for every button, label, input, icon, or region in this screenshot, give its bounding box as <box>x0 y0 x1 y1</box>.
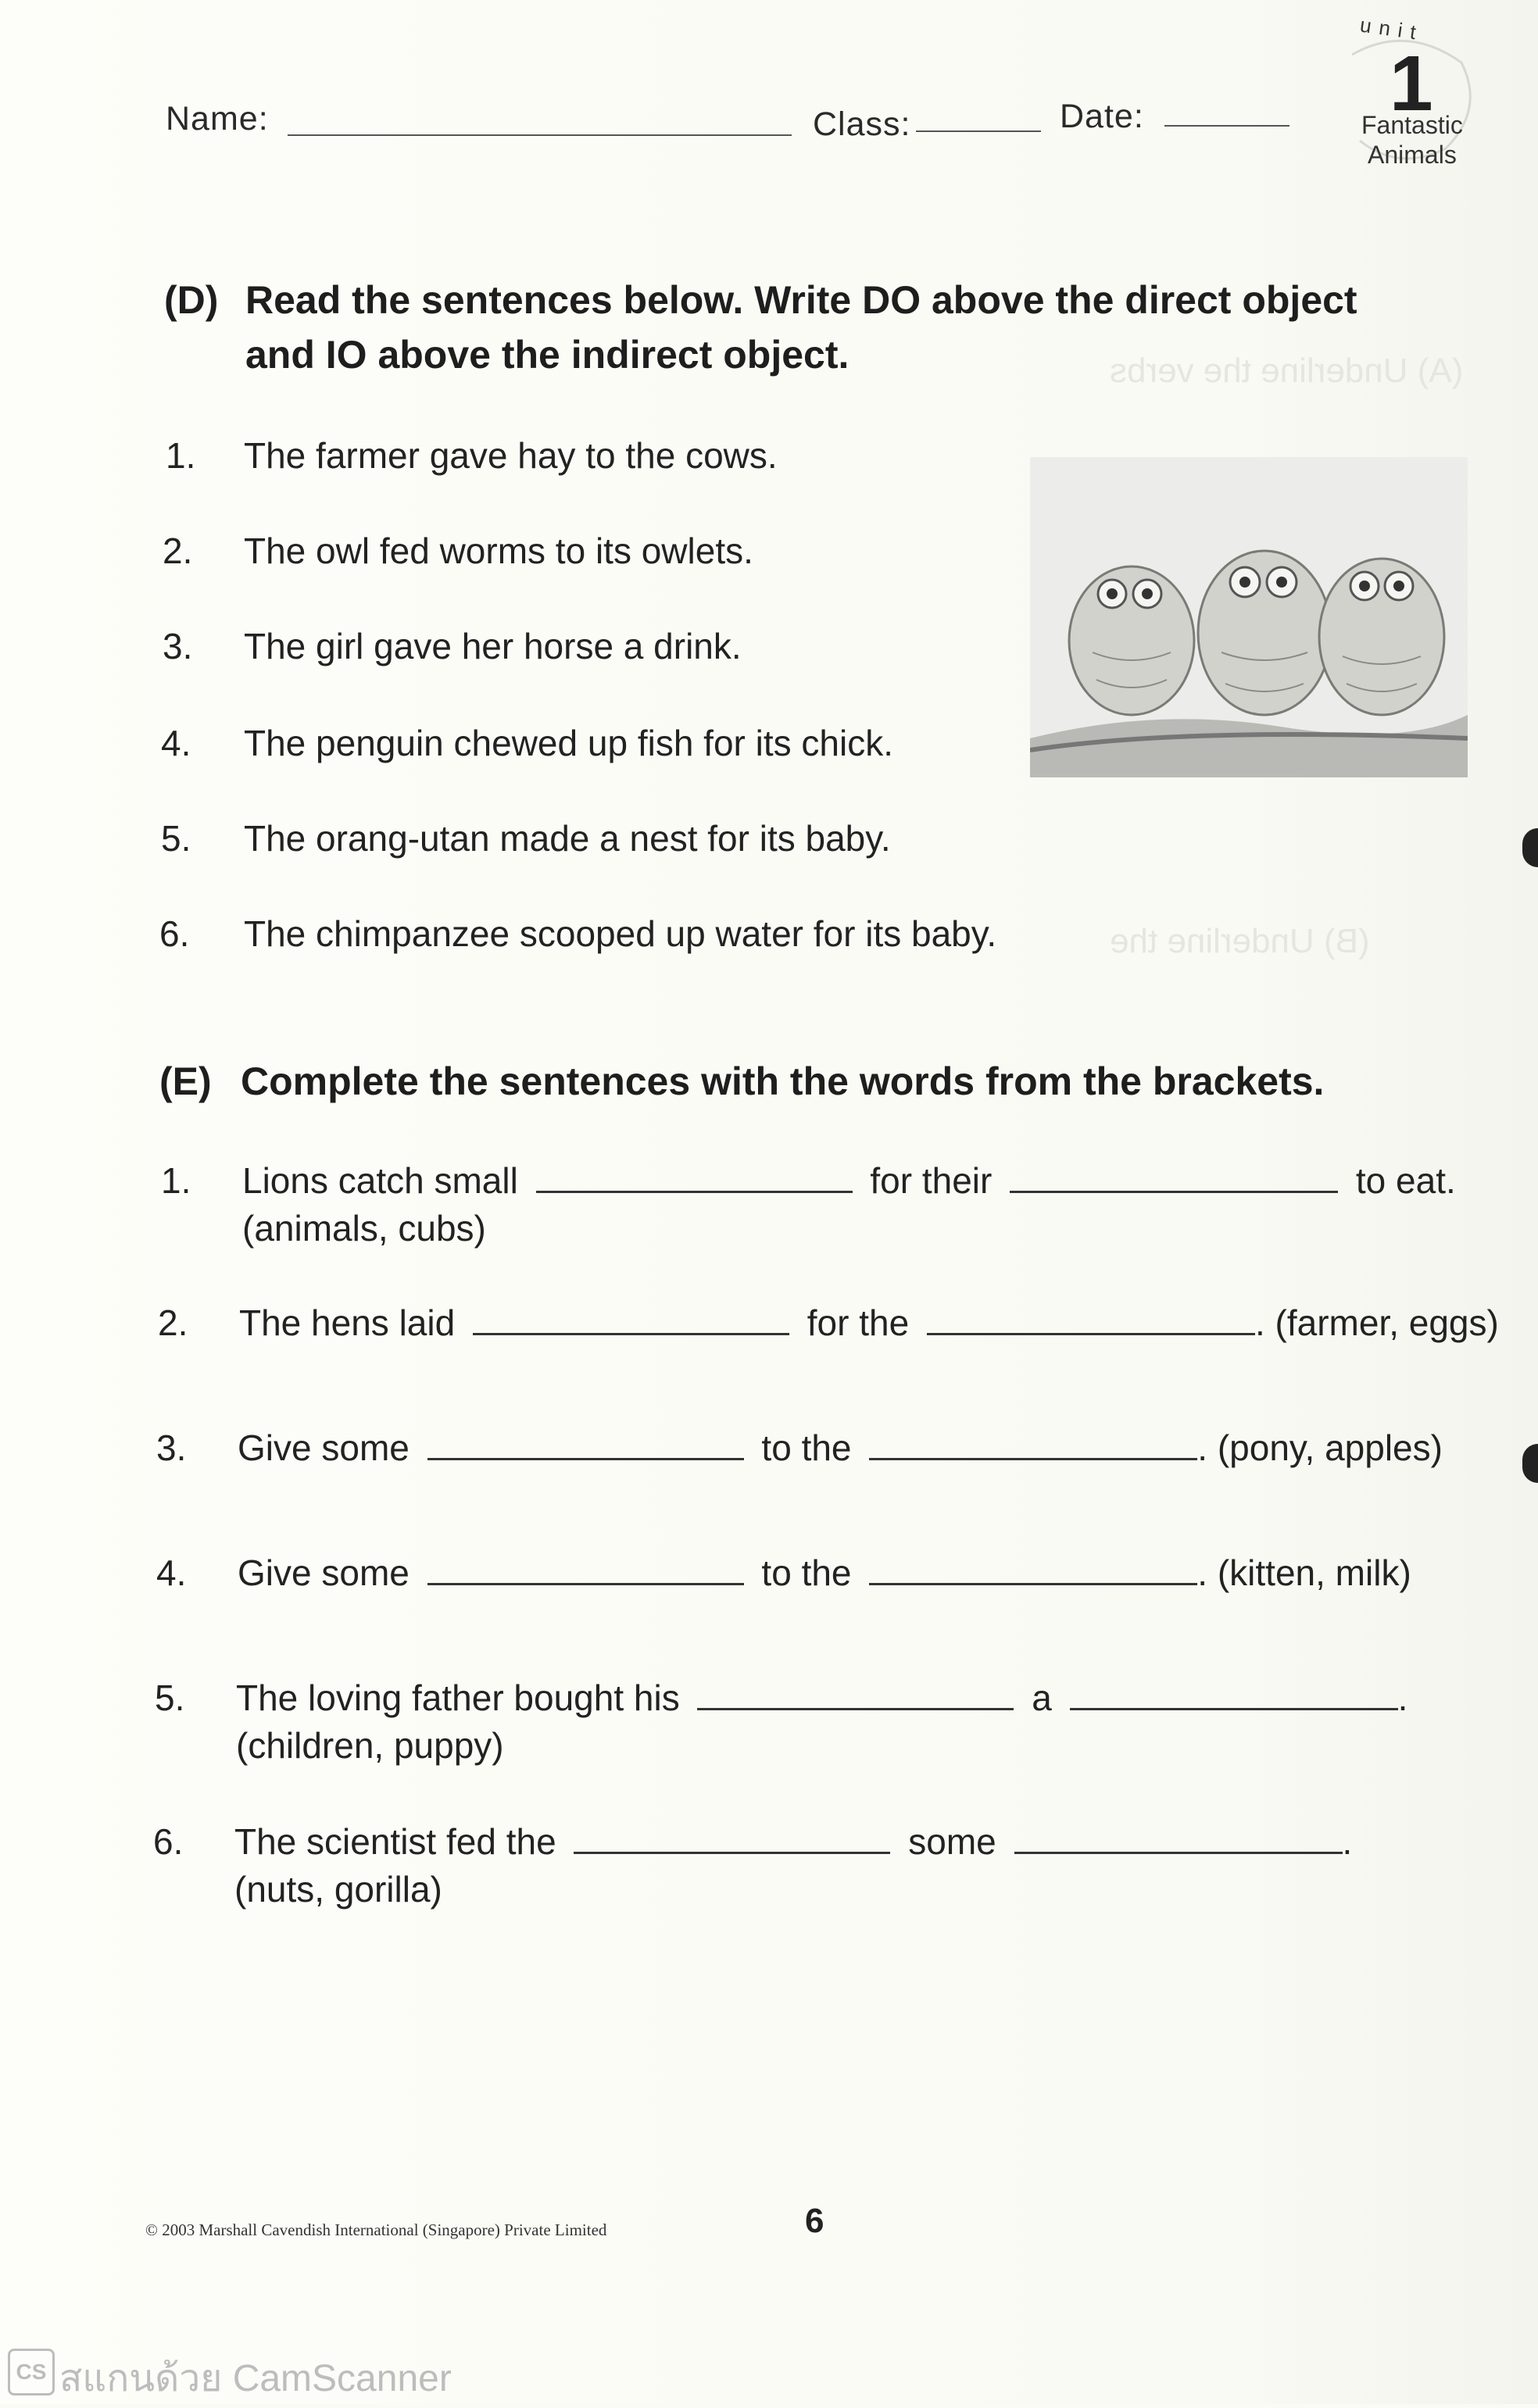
answer-blank[interactable] <box>869 1455 1197 1460</box>
e-text: to the <box>761 1427 852 1468</box>
answer-blank[interactable] <box>427 1455 744 1460</box>
answer-blank[interactable] <box>697 1705 1014 1710</box>
e-item-hint: (nuts, gorilla) <box>234 1869 442 1910</box>
answer-blank[interactable] <box>427 1580 744 1585</box>
answer-blank[interactable] <box>574 1849 890 1854</box>
e-item-4-sentence <box>238 1552 1411 1594</box>
bleed-through-text: (A) Underline the verbs <box>1110 352 1464 390</box>
d-item-text: The chimpanzee scooped up water for its baby. <box>244 913 997 954</box>
d-item-text: The penguin chewed up fish for its chick. <box>244 723 894 763</box>
binder-hole <box>1522 1444 1538 1483</box>
answer-blank[interactable] <box>473 1330 789 1335</box>
e-text: to eat. <box>1355 1160 1456 1201</box>
camscanner-watermark: สแกนด้วย CamScanner <box>59 2358 452 2399</box>
answer-blank[interactable] <box>1070 1705 1398 1710</box>
owlets-photo <box>1030 457 1468 777</box>
e-item-1-sentence <box>242 1159 1456 1202</box>
unit-title-line1: Fantastic <box>1361 111 1463 139</box>
answer-blank[interactable] <box>927 1330 1255 1335</box>
answer-blank[interactable] <box>1014 1849 1343 1854</box>
d-item-number: 5. <box>161 818 191 859</box>
e-item-hint: (children, puppy) <box>236 1725 504 1766</box>
unit-word: unit <box>1358 13 1425 45</box>
d-item-text: The orang-utan made a nest for its baby. <box>244 818 891 859</box>
owlets-illustration <box>1030 457 1468 777</box>
copyright-text: © 2003 Marshall Cavendish International (Singapore) Private Limited <box>145 2220 607 2239</box>
answer-blank[interactable] <box>1010 1188 1338 1193</box>
e-item-number: 1. <box>161 1160 191 1201</box>
section-e-label: (E) <box>159 1059 212 1103</box>
e-item-number: 5. <box>155 1677 185 1718</box>
e-item-number: 4. <box>156 1552 187 1593</box>
e-item-number: 2. <box>158 1302 188 1343</box>
unit-number: 1 <box>1390 40 1433 127</box>
section-e-instruction: Complete the sentences with the words from the brackets. <box>241 1059 1325 1103</box>
d-item-number: 2. <box>163 531 193 571</box>
d-item-number: 4. <box>161 723 191 763</box>
class-label: Class: <box>813 105 911 143</box>
d-item-text: The farmer gave hay to the cows. <box>244 435 778 476</box>
bleed-through-text: (B) Underline the <box>1110 922 1370 960</box>
e-text: The scientist fed the <box>234 1821 556 1862</box>
camscanner-logo-icon: CS <box>8 2349 55 2395</box>
d-item-text: The girl gave her horse a drink. <box>244 626 742 666</box>
section-d-instruction-line2: and IO above the indirect object. <box>245 333 849 377</box>
e-text: for the <box>807 1302 910 1343</box>
e-text: . <box>1342 1821 1353 1862</box>
e-text: a <box>1032 1677 1052 1718</box>
e-item-1 <box>161 1159 191 1202</box>
e-text: Lions catch small <box>242 1160 518 1201</box>
section-d-label: (D) <box>164 278 219 322</box>
e-text: . (pony, apples) <box>1197 1427 1443 1468</box>
d-item-text: The owl fed worms to its owlets. <box>244 531 753 571</box>
e-text: Give some <box>238 1552 410 1593</box>
e-text: for their <box>870 1160 993 1201</box>
e-text: The hens laid <box>239 1302 456 1343</box>
e-text: . (farmer, eggs) <box>1254 1302 1499 1343</box>
page-number: 6 <box>805 2202 824 2240</box>
d-item-number: 3. <box>163 626 193 666</box>
e-text: . (kitten, milk) <box>1197 1552 1411 1593</box>
class-line <box>916 130 1041 132</box>
e-text: some <box>908 1821 996 1862</box>
date-line <box>1164 125 1289 127</box>
d-item-number: 6. <box>159 913 190 954</box>
e-item-hint: (animals, cubs) <box>242 1208 486 1249</box>
answer-blank[interactable] <box>536 1188 853 1193</box>
e-item-6-sentence <box>234 1820 1352 1863</box>
name-line <box>288 134 792 136</box>
date-label: Date: <box>1060 98 1144 135</box>
e-text: Give some <box>238 1427 410 1468</box>
e-item-2-sentence <box>239 1302 1499 1344</box>
unit-title-line2: Animals <box>1368 141 1457 169</box>
unit-badge <box>1329 8 1485 180</box>
e-item-5-sentence <box>236 1677 1407 1719</box>
e-text: . <box>1397 1677 1408 1718</box>
e-item-number: 3. <box>156 1427 187 1468</box>
e-text: to the <box>761 1552 852 1593</box>
e-item-3-sentence <box>238 1427 1443 1469</box>
section-d-instruction-line1: Read the sentences below. Write DO above the direct object <box>245 278 1357 322</box>
name-label: Name: <box>166 100 269 138</box>
answer-blank[interactable] <box>869 1580 1197 1585</box>
e-text: The loving father bought his <box>236 1677 680 1718</box>
e-item-number: 6. <box>153 1821 184 1862</box>
binder-hole <box>1522 828 1538 867</box>
d-item-number: 1. <box>166 435 196 476</box>
